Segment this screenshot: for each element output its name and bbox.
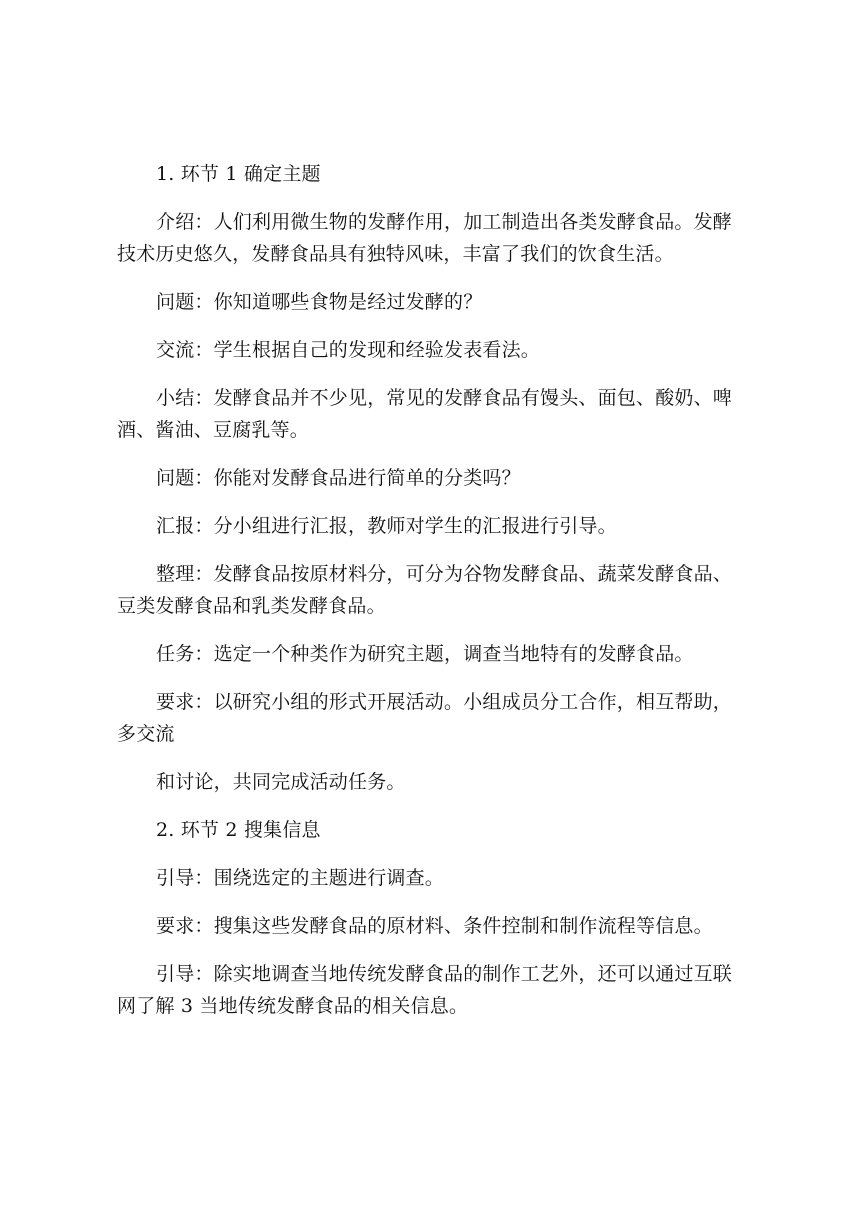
task-line: 任务：选定一个种类作为研究主题，调查当地特有的发酵食品。	[156, 643, 694, 665]
paragraph-gap	[117, 318, 757, 334]
question-1: 问题：你知道哪些食物是经过发酵的？	[156, 291, 483, 313]
requirement-line-1: 要求：以研究小组的形式开展活动。小组成员分工合作，相互帮助，	[156, 691, 733, 713]
paragraph-gap	[117, 542, 757, 558]
document-body	[117, 158, 757, 1022]
guide-line-2: 引导：除实地调查当地传统发酵食品的制作工艺外，还可以通过互联	[156, 963, 733, 985]
paragraph-gap	[117, 798, 757, 814]
report-line: 汇报：分小组进行汇报，教师对学生的汇报进行引导。	[156, 515, 617, 537]
guide-line-3: 网了解 3 当地传统发酵食品的相关信息。	[117, 995, 469, 1017]
requirement-line-2: 多交流	[117, 723, 175, 745]
section-heading-1: 1. 环节 1 确定主题	[156, 163, 321, 185]
exchange-line: 交流：学生根据自己的发现和经验发表看法。	[156, 339, 541, 361]
paragraph-gap	[117, 846, 757, 862]
requirement-line-4: 要求：搜集这些发酵食品的原材料、条件控制和制作流程等信息。	[156, 915, 713, 937]
intro-line-2: 技术历史悠久，发酵食品具有独特风味，丰富了我们的饮食生活。	[117, 243, 674, 265]
paragraph-gap	[117, 366, 757, 382]
question-2: 问题：你能对发酵食品进行简单的分类吗？	[156, 467, 521, 489]
intro-line-1: 介绍：人们利用微生物的发酵作用，加工制造出各类发酵食品。发酵	[156, 211, 733, 233]
paragraph-gap	[117, 190, 757, 206]
paragraph-gap	[117, 622, 757, 638]
paragraph-gap	[117, 446, 757, 462]
paragraph-gap	[117, 670, 757, 686]
paragraph-gap	[117, 494, 757, 510]
paragraph-gap	[117, 750, 757, 766]
summary-line-1: 小结：发酵食品并不少见，常见的发酵食品有馒头、面包、酸奶、啤	[156, 387, 733, 409]
requirement-line-3: 和讨论，共同完成活动任务。	[156, 771, 406, 793]
summary-line-2: 酒、酱油、豆腐乳等。	[117, 419, 310, 441]
section-heading-2: 2. 环节 2 搜集信息	[156, 819, 321, 841]
organize-line-2: 豆类发酵食品和乳类发酵食品。	[117, 595, 386, 617]
paragraph-gap	[117, 942, 757, 958]
organize-line-1: 整理：发酵食品按原材料分，可分为谷物发酵食品、蔬菜发酵食品、	[156, 563, 733, 585]
paragraph-gap	[117, 270, 757, 286]
paragraph-gap	[117, 894, 757, 910]
guide-line-1: 引导：围绕选定的主题进行调查。	[156, 867, 445, 889]
